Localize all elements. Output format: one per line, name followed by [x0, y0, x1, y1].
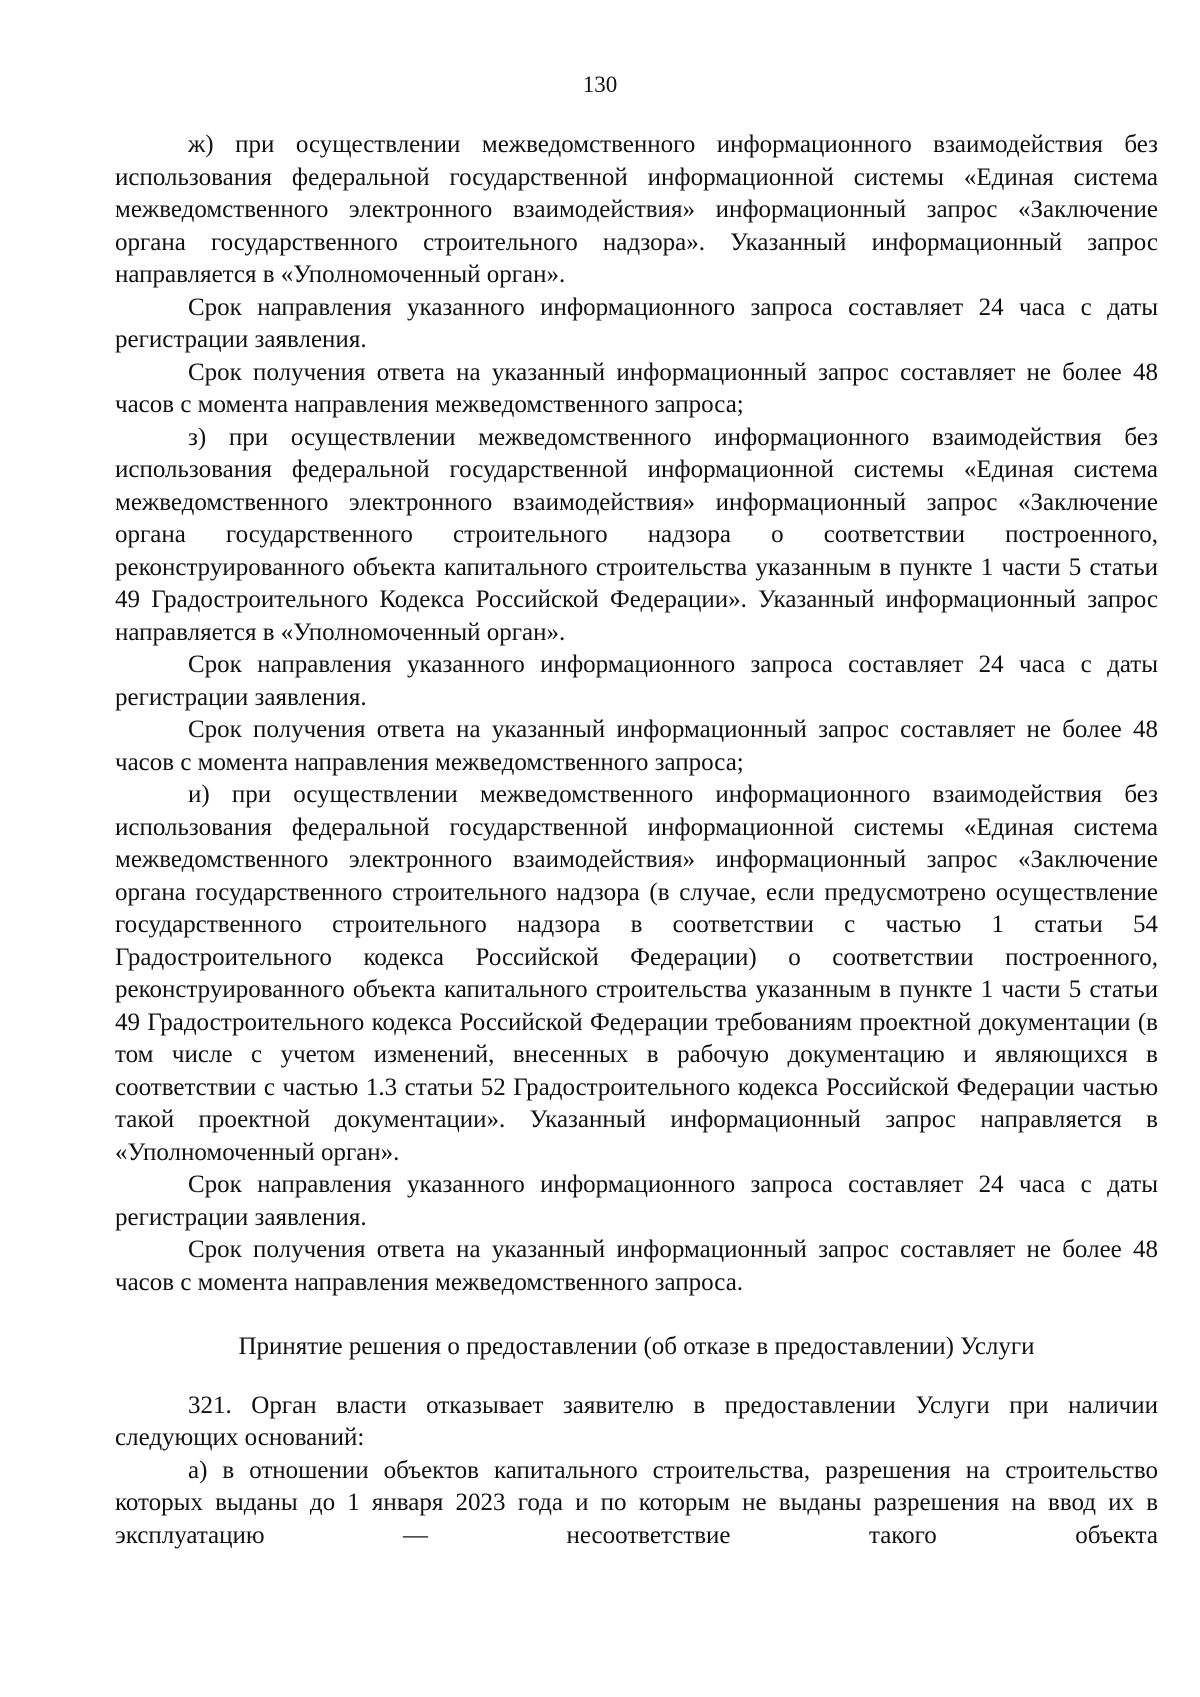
- paragraph-zh-send-deadline: Срок направления указанного информационного запроса составляет 24 часа с даты регистрации заявления.: [115, 293, 1158, 353]
- document-body: [115, 129, 1158, 1552]
- paragraph-321: 321. Орган власти отказывает заявителю в предоставлении Услуги при наличии следующих оснований:: [115, 1391, 1158, 1451]
- paragraph-i-response-deadline: Срок получения ответа на указанный информационный запрос составляет не более 48 часов с момента направления межведомственного запроса.: [115, 1236, 1158, 1296]
- paragraph-zh: ж) при осуществлении межведомственного информационного взаимодействия без использования федеральной государственной информационной системы «Единая система межведомственного электронного взаимодействия» информационный запрос «Заключение органа государственного строительного надзора». Указанный информационный запрос направляется в «Уполномоченный орган».: [115, 131, 1158, 288]
- paragraph-a: а) в отношении объектов капитального строительства, разрешения на строительство которых выданы до 1 января 2023 года и по которым не выданы разрешения на ввод их в эксплуатацию — несоответствие такого объекта: [115, 1456, 1158, 1549]
- paragraph-zh-response-deadline: Срок получения ответа на указанный информационный запрос составляет не более 48 часов с момента направления межведомственного запроса;: [115, 358, 1158, 418]
- paragraph-i-send-deadline: Срок направления указанного информационного запроса составляет 24 часа с даты регистрации заявления.: [115, 1171, 1158, 1231]
- section-heading: Принятие решения о предоставлении (об отказе в предоставлении) Услуги: [238, 1333, 1035, 1360]
- page-number: 130: [582, 72, 618, 97]
- paragraph-i: и) при осуществлении межведомственного информационного взаимодействия без использования федеральной государственной информационной системы «Единая система межведомственного электронного взаимодействия» информационный запрос «Заключение органа государственного строительного надзора (в случае, если предусмотрено осуществление государственного строительного надзора в соответствии с частью 1 статьи 54 Градостроительного кодекса Российской Федерации) о соответствии построенного, реконструированного объекта капитального строительства указанным в пункте 1 части 5 статьи 49 Градостроительного кодекса Российской Федерации требованиям проектной документации (в том числе с учетом изменений, внесенных в рабочую документацию и являющихся в соответствии с частью 1.3 статьи 52 Градостроительного кодекса Российской Федерации частью такой проектной документации». Указанный информационный запрос направляется в «Уполномоченный орган».: [115, 781, 1158, 1166]
- paragraph-z: з) при осуществлении межведомственного информационного взаимодействия без использования федеральной государственной информационной системы «Единая система межведомственного электронного взаимодействия» информационный запрос «Заключение органа государственного строительного надзора о соответствии построенного, реконструированного объекта капитального строительства указанным в пункте 1 части 5 статьи 49 Градостроительного Кодекса Российской Федерации». Указанный информационный запрос направляется в «Уполномоченный орган».: [115, 423, 1158, 646]
- paragraph-z-response-deadline: Срок получения ответа на указанный информационный запрос составляет не более 48 часов с момента направления межведомственного запроса;: [115, 716, 1158, 776]
- paragraph-z-send-deadline: Срок направления указанного информационного запроса составляет 24 часа с даты регистрации заявления.: [115, 651, 1158, 711]
